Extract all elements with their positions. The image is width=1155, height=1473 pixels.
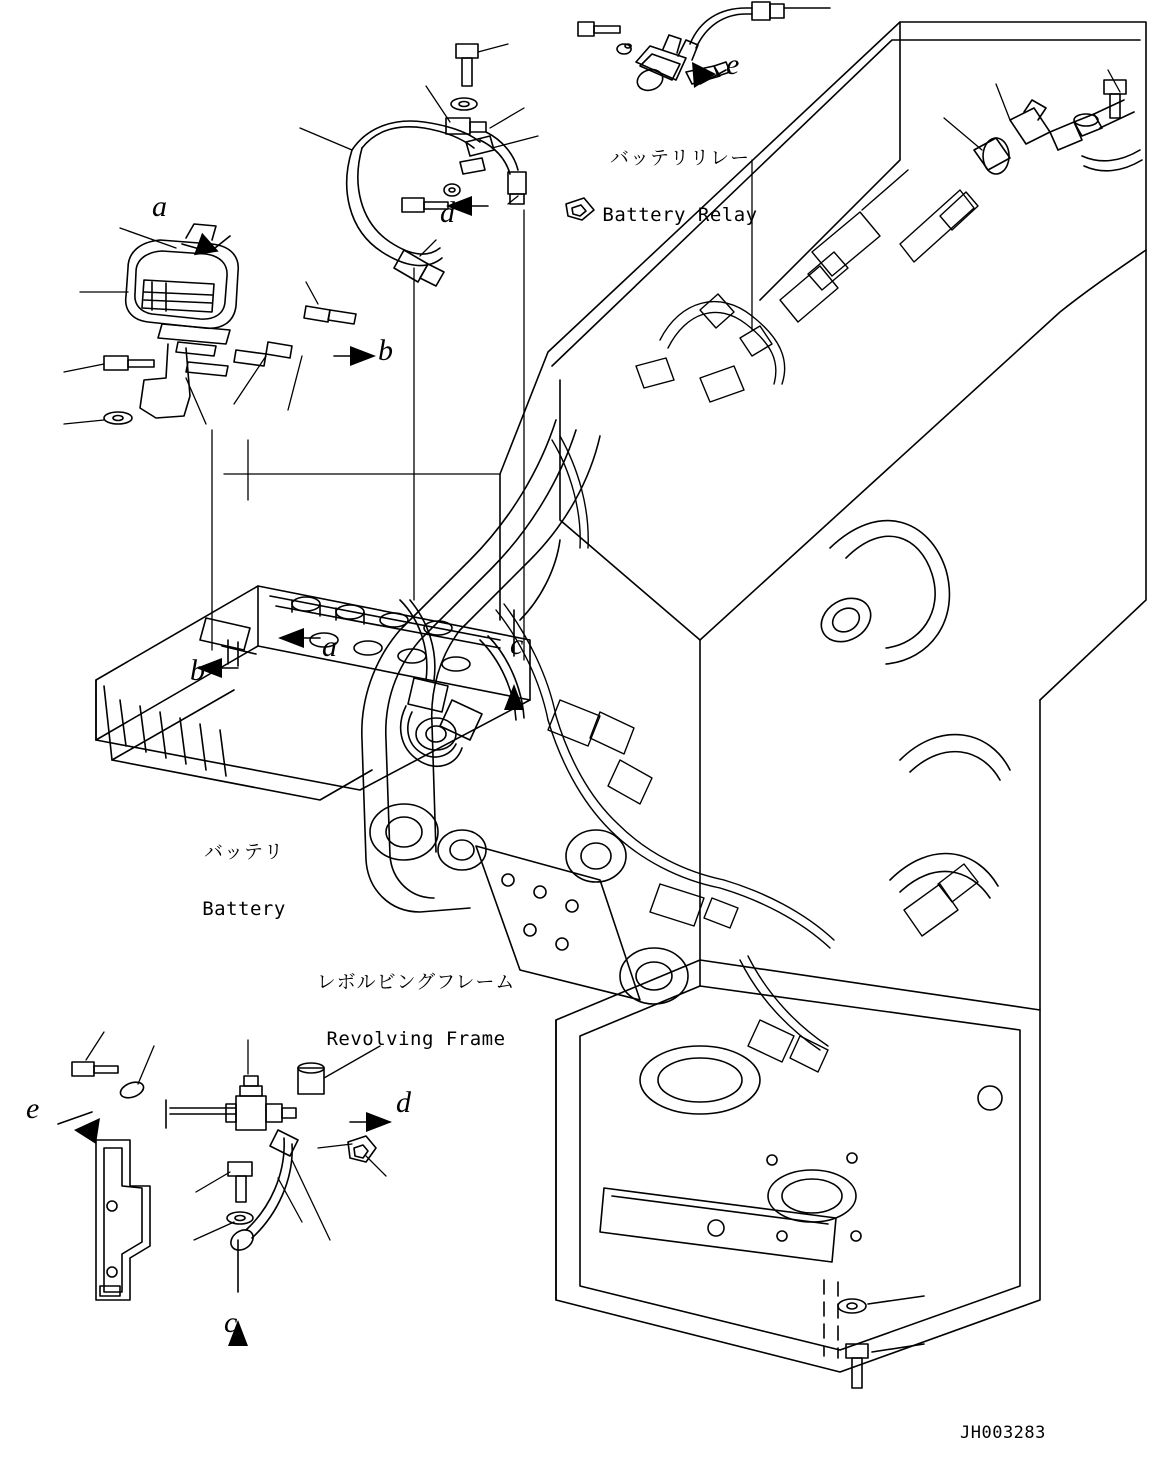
callout-b-machine: b [190,654,205,687]
caption-battery-relay [580,112,780,262]
callout-e-lower: e [26,1092,40,1125]
caption-battery [164,806,324,956]
machine-harness-details [496,170,978,1072]
drawing-number: JH003283 [960,1423,1046,1443]
caption-battery-en: Battery [202,897,286,920]
top-fasteners [402,44,594,220]
caption-battery-relay-en: Battery Relay [602,203,758,226]
work-lamp-assembly [104,224,356,424]
upper-right-harness [974,80,1142,174]
caption-revolving-frame-en: Revolving Frame [326,1027,506,1050]
callout-c-lower: c [224,1306,238,1339]
battery-box-platform [96,586,530,800]
caption-revolving-frame [286,936,546,1086]
callout-a-machine: a [322,630,337,663]
callout-b-upper: b [378,334,393,367]
callout-d-lower: d [396,1086,411,1119]
lower-right-fasteners [838,1296,924,1388]
callout-d-upper: d [440,196,455,229]
caption-battery-jp: バッテリ [203,840,284,863]
caption-battery-relay-jp: バッテリリレー [609,146,750,169]
callout-a-lamp: a [152,190,167,223]
callout-e-upper: e [726,48,740,81]
lower-left-bracket-assembly [72,1062,376,1300]
callout-c-machine: c [510,628,524,661]
caption-revolving-frame-jp: レボルビングフレーム [316,970,516,993]
